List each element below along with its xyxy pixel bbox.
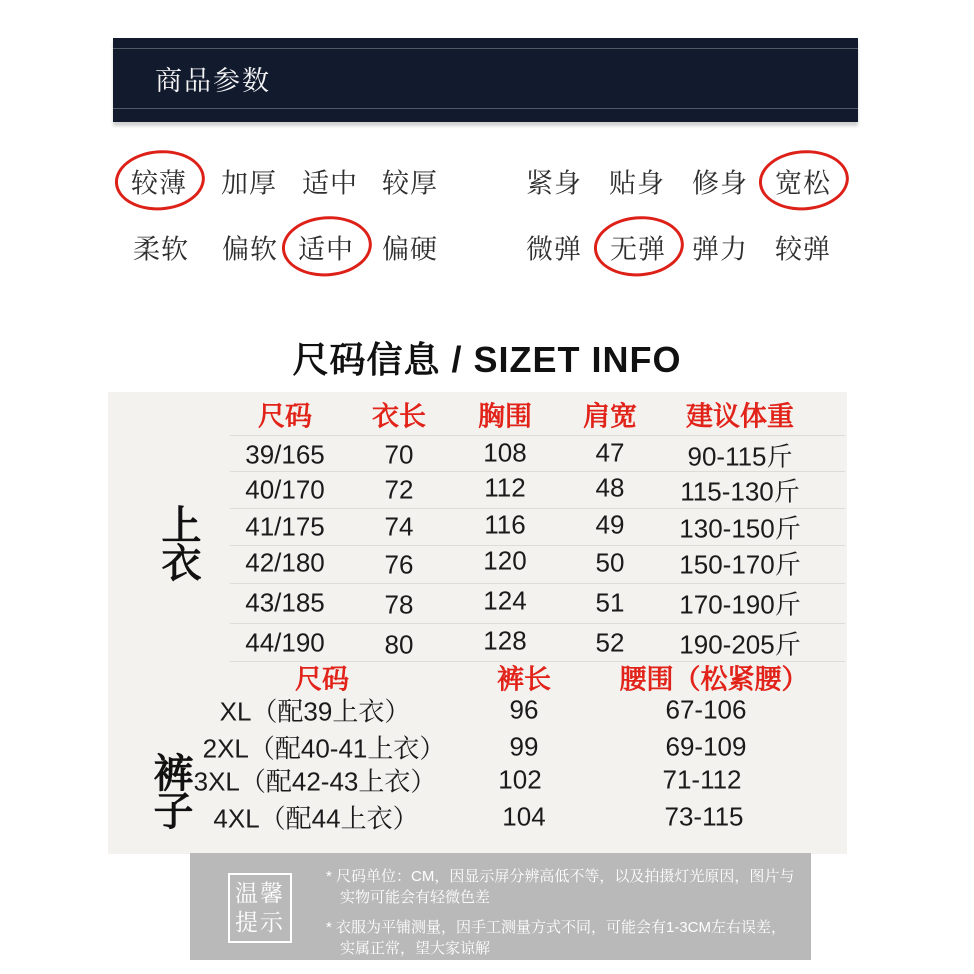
tops-cell: 74 [384,511,414,542]
tops-cell: 50 [595,547,625,578]
tips-note-1-line-2: 实物可能会有轻微色差 [340,889,491,906]
attr-thickness-heavier: 较厚 [382,168,438,199]
pants-header-length: 裤长 [497,664,551,695]
tops-cell: 51 [595,587,625,618]
tops-cell: 78 [384,589,414,620]
pants-cell: 71-112 [662,764,742,795]
tips-box [190,853,811,960]
size-info-title: 尺码信息 / SIZET INFO [292,339,682,380]
product-params-banner [113,38,858,122]
tops-cell: 39/165 [245,439,325,470]
attr-fit-tight: 紧身 [526,168,582,199]
banner-divider-top [113,48,858,49]
tips-note-2-line-2: 实属正常，望大家谅解 [340,940,491,957]
pants-cell: 2XL（配40-41上衣） [202,733,446,764]
attr-fit-loose: 宽松 [775,162,831,201]
tips-note-2-line-1: * 衣服为平铺测量，因手工测量方式不同，可能会有1-3CM左右误差， [326,919,787,936]
tops-cell: 108 [483,437,527,468]
tops-cell: 48 [595,472,625,503]
tips-note-1 [326,866,796,908]
pants-cell: 99 [509,731,539,762]
tops-row-label: 上衣 [156,504,200,580]
tops-cell: 130-150斤 [679,513,801,544]
banner-divider-bottom [113,108,858,109]
pants-row-label: 裤子 [148,752,192,828]
attr-fit-slim: 修身 [692,168,748,199]
pants-header-waist: 腰围（松紧腰） [619,664,809,695]
attr-hand-soft: 柔软 [133,234,189,265]
tops-cell: 76 [384,549,414,580]
product-params-title: 商品参数 [155,65,271,96]
pants-cell: 3XL（配42-43上衣） [193,766,437,797]
tops-cell: 128 [483,625,527,656]
tops-cell: 112 [484,472,526,503]
tips-note-1-line-1: * 尺码单位：CM，因显示屏分辨高低不等，以及拍摄灯光原因，图片与 [326,868,795,885]
attr-stretch-elastic: 弹力 [692,234,748,265]
tops-cell: 80 [384,629,414,660]
pants-cell: 69-109 [665,731,747,762]
tips-notes [326,866,796,968]
tops-header-weight: 建议体重 [686,401,794,432]
tops-cell: 116 [484,509,526,540]
tops-cell: 41/175 [245,511,325,542]
attr-hand-softer: 偏软 [222,234,278,265]
tops-cell: 190-205斤 [679,629,801,660]
tops-cell: 70 [384,439,414,470]
attr-thickness-thin: 较薄 [131,162,187,201]
tops-header-chest: 胸围 [478,401,532,432]
tops-cell: 43/185 [245,587,325,618]
attr-hand-hard: 偏硬 [382,234,438,265]
pants-cell: 4XL（配44上衣） [213,803,419,834]
tops-cell: 120 [483,545,527,576]
tops-header-shoulder: 肩宽 [583,401,637,432]
pants-cell: 104 [502,801,546,832]
pants-cell: 67-106 [665,694,747,725]
pants-cell: 102 [498,764,542,795]
attr-thickness-medium: 适中 [302,168,358,199]
tips-note-2 [326,917,796,959]
tips-label-line1: 温馨 [235,880,285,907]
tops-cell: 47 [595,437,625,468]
tops-cell: 44/190 [245,627,325,658]
tops-cell: 90-115斤 [687,441,793,472]
tips-label-box [228,873,292,943]
tops-cell: 40/170 [245,474,325,505]
tips-label-line2: 提示 [235,908,285,935]
attr-stretch-more: 较弹 [775,234,831,265]
tops-cell: 42/180 [245,547,325,578]
pants-cell: 96 [509,694,539,725]
tops-cell: 52 [595,627,625,658]
tops-cell: 49 [595,509,625,540]
attr-hand-medium: 适中 [298,228,354,267]
pants-cell: XL（配39上衣） [219,696,411,727]
size-table [108,392,847,854]
tops-header-size: 尺码 [258,401,312,432]
tops-cell: 170-190斤 [679,589,801,620]
tops-header-length: 衣长 [372,401,426,432]
tops-cell: 124 [483,585,527,616]
pants-cell: 73-115 [664,801,744,832]
attr-fit-close: 贴身 [609,168,665,199]
attr-stretch-micro: 微弹 [526,234,582,265]
pants-header-size: 尺码 [295,664,349,695]
tops-cell: 115-130斤 [680,476,800,507]
attr-thickness-thick: 加厚 [221,168,277,199]
tops-cell: 150-170斤 [679,549,801,580]
tops-cell: 72 [384,474,414,505]
attr-stretch-none: 无弹 [610,228,666,267]
